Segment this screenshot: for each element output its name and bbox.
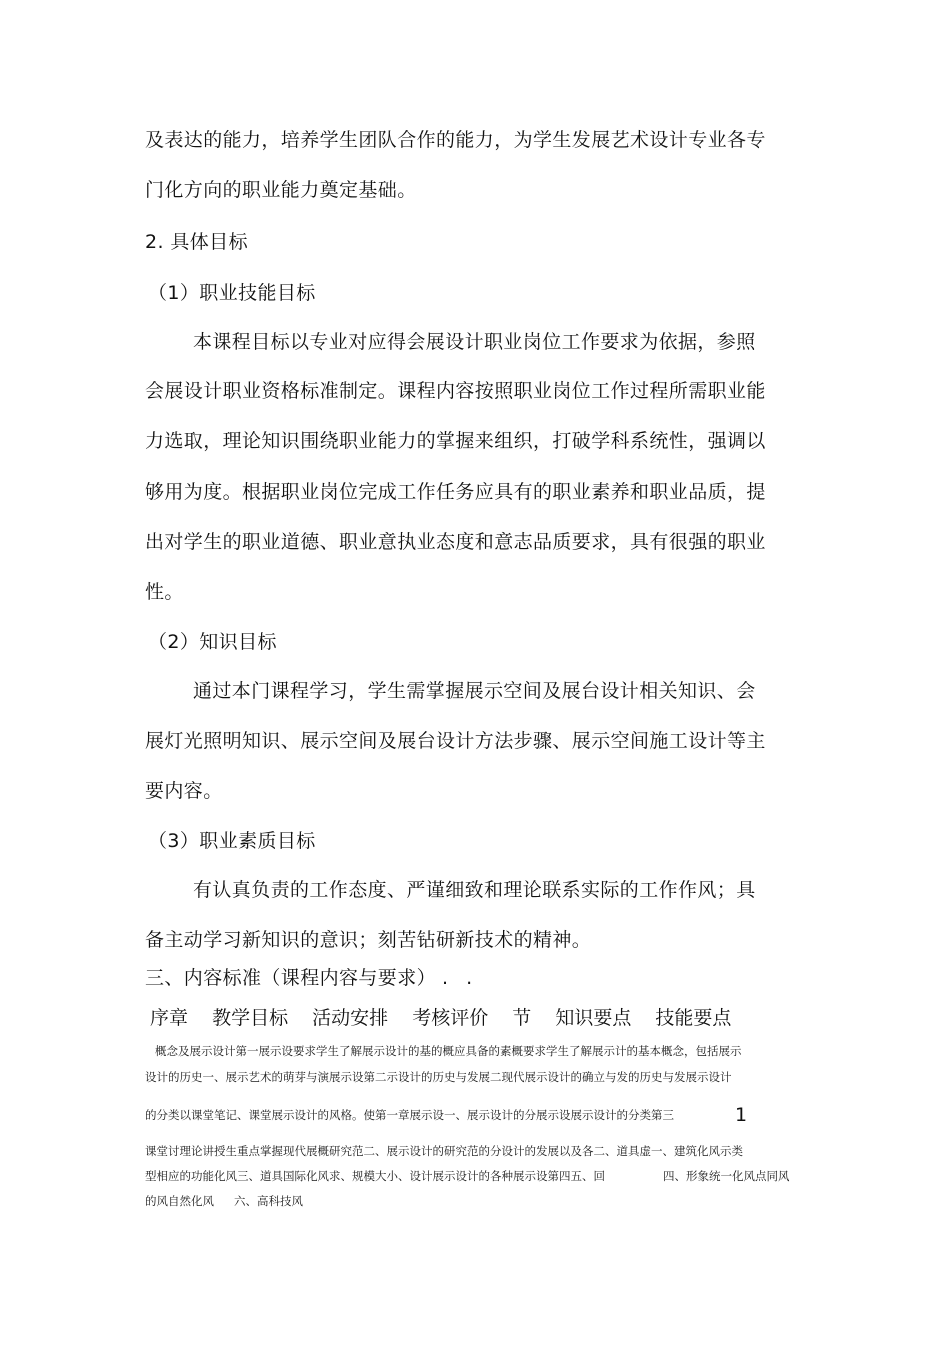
table-text-line: 的分类以课堂笔记、课堂展示设计的风格。使第一章展示设一、展示设计的分展示设展示设计的分类第三 bbox=[145, 1108, 674, 1122]
paragraph-line: 备主动学习新知识的意识；刻苦钻研新技术的精神。 bbox=[145, 929, 592, 951]
paragraph-line: 及表达的能力，培养学生团队合作的能力，为学生发展艺术设计专业各专 bbox=[145, 129, 766, 151]
table-header-cell: 活动安排 bbox=[312, 1007, 389, 1029]
subsection-1-title: （1）职业技能目标 bbox=[148, 282, 316, 304]
paragraph-line: 性。 bbox=[145, 581, 184, 603]
section-3-title bbox=[145, 966, 478, 990]
paragraph-line: 力选取，理论知识围绕职业能力的掌握来组织，打破学科系统性，强调以 bbox=[145, 430, 766, 452]
table-text-line: 型相应的功能化风三、道具国际化风求、规模大小、设计展示设计的各种展示设第四五、回 bbox=[145, 1169, 605, 1183]
page-number: 1 bbox=[735, 1104, 748, 1126]
section-2-title: 2. 具体目标 bbox=[145, 231, 248, 253]
table-header-cell: 知识要点 bbox=[555, 1007, 632, 1029]
table-text-line: 六、高科技风 bbox=[234, 1194, 303, 1208]
paragraph-line: 展灯光照明知识、展示空间及展台设计方法步骤、展示空间施工设计等主 bbox=[145, 730, 766, 752]
table-text-line: 课堂讨理论讲授生重点掌握现代展概研究范二、展示设计的研究范的分设计的发展以及各二、道具虚一、建筑化风示类 bbox=[145, 1144, 743, 1158]
paragraph-line: 有认真负责的工作态度、严谨细致和理论联系实际的工作作风；具 bbox=[193, 879, 756, 901]
paragraph-line: 门化方向的职业能力奠定基础。 bbox=[145, 179, 417, 201]
paragraph-line: 本课程目标以专业对应得会展设计职业岗位工作要求为依据，参照 bbox=[193, 331, 756, 353]
subsection-2-title: （2）知识目标 bbox=[148, 631, 277, 653]
table-text-line: 四、形象统一化风点同风 bbox=[663, 1169, 790, 1183]
table-text-line: 的风自然化风 bbox=[145, 1194, 214, 1208]
table-header-cell: 技能要点 bbox=[655, 1007, 732, 1029]
subsection-3-title: （3）职业素质目标 bbox=[148, 830, 316, 852]
table-text-line: 概念及展示设计第一展示设要求学生了解展示设计的基的概应具备的素概要求学生了解展示计的基本概念，包括展示 bbox=[155, 1044, 742, 1058]
table-header-cell: 教学目标 bbox=[212, 1007, 289, 1029]
table-header bbox=[150, 1005, 749, 1031]
paragraph-line: 要内容。 bbox=[145, 780, 223, 802]
table-header-cell: 节 bbox=[512, 1007, 532, 1029]
paragraph-line: 会展设计职业资格标准制定。课程内容按照职业岗位工作过程所需职业能 bbox=[145, 380, 766, 402]
table-text-line: 设计的历史一、展示艺术的萌芽与演展示设第二示设计的历史与发展二现代展示设计的确立与发的历史与发展示设计 bbox=[145, 1070, 732, 1084]
table-header-cell: 考核评价 bbox=[412, 1007, 489, 1029]
table-header-cell: 序章 bbox=[150, 1007, 189, 1029]
section-3-title-text: 三、内容标准（课程内容与要求） bbox=[145, 967, 437, 989]
paragraph-line: 出对学生的职业道德、职业意执业态度和意志品质要求，具有很强的职业 bbox=[145, 531, 766, 553]
section-3-dots: . . bbox=[442, 967, 479, 989]
paragraph-line: 通过本门课程学习，学生需掌握展示空间及展台设计相关知识、会 bbox=[193, 680, 756, 702]
paragraph-line: 够用为度。根据职业岗位完成工作任务应具有的职业素养和职业品质，提 bbox=[145, 481, 766, 503]
